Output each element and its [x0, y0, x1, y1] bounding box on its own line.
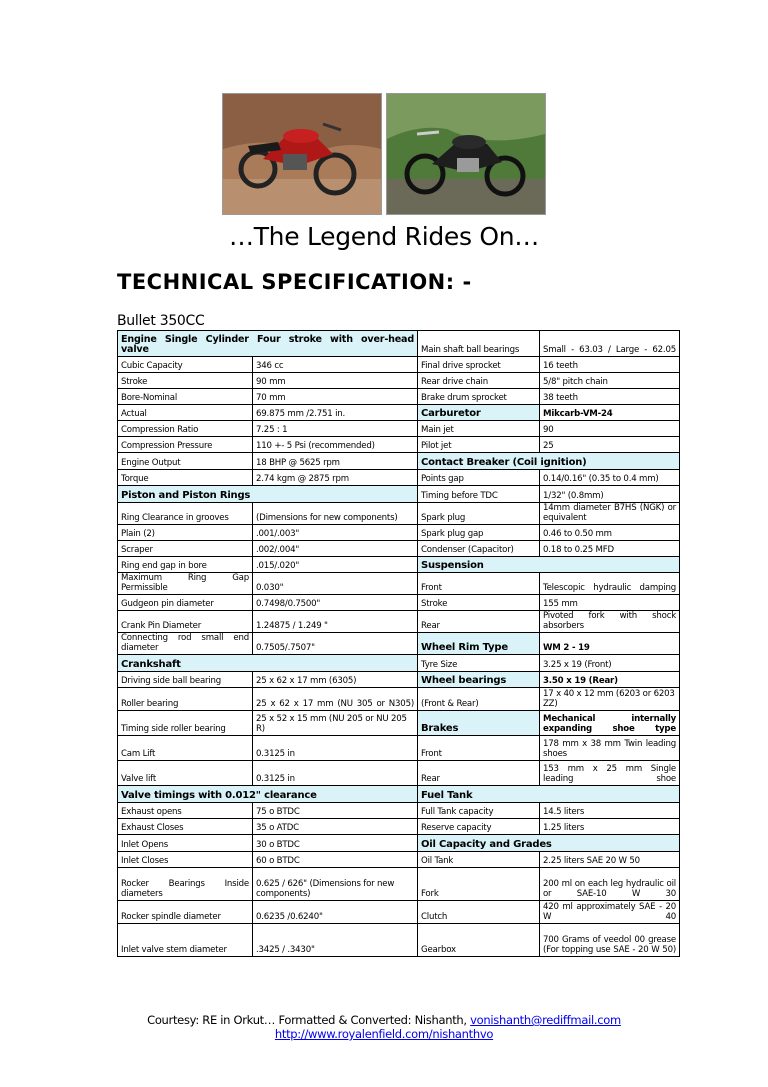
spec-label: Timing before TDC [418, 486, 540, 503]
spec-value: 18 BHP @ 5625 rpm [253, 453, 418, 470]
table-row [118, 486, 680, 503]
spec-label: Stroke [118, 373, 253, 389]
spec-value: 75 o BTDC [253, 803, 418, 819]
motorcycle-photo-red [222, 93, 382, 215]
tagline: …The Legend Rides On… [229, 222, 539, 251]
spec-value: Small - 63.03 / Large - 62.05 [540, 331, 680, 357]
page-title: TECHNICAL SPECIFICATION: - [117, 270, 472, 294]
courtesy-footer [0, 1013, 768, 1041]
table-row [118, 437, 680, 453]
spec-label: Ring Clearance in grooves [118, 503, 253, 525]
spec-label: (Front & Rear) [418, 688, 540, 711]
spec-label: Tyre Size [418, 655, 540, 672]
spec-label: Scraper [118, 541, 253, 557]
table-row [118, 835, 680, 852]
spec-value: 25 x 62 x 17 mm (6305) [253, 672, 418, 688]
spec-label: Bore-Nominal [118, 389, 253, 405]
spec-label: Fork [418, 868, 540, 901]
spec-value: 90 [540, 421, 680, 437]
spec-label: Rocker spindle diameter [118, 901, 253, 924]
spec-value: 153 mm x 25 mm Single leading shoe [540, 761, 680, 786]
table-row [118, 655, 680, 672]
table-row [118, 711, 680, 736]
spec-value: Mikcarb-VM-24 [540, 405, 680, 421]
model-name: Bullet 350CC [117, 313, 205, 329]
spec-label: Roller bearing [118, 688, 253, 711]
section-header-suspension: Suspension [418, 557, 680, 573]
table-row [118, 453, 680, 470]
spec-value: 0.6235 /0.6240" [253, 901, 418, 924]
section-header-valve-timings: Valve timings with 0.012" clearance [118, 786, 418, 803]
table-row [118, 901, 680, 924]
spec-label: Rocker Bearings Inside diameters [118, 868, 253, 901]
table-row [118, 470, 680, 486]
table-row [118, 803, 680, 819]
spec-label: Front [418, 736, 540, 761]
spec-value: 178 mm x 38 mm Twin leading shoes [540, 736, 680, 761]
spec-value: 155 mm [540, 595, 680, 611]
courtesy-text: Courtesy: RE in Orkut… Formatted & Converted: Nishanth, [147, 1013, 467, 1027]
section-header-engine: Engine Single Cylinder Four stroke with over-head valve [118, 331, 418, 357]
table-row [118, 924, 680, 957]
table-row [118, 852, 680, 868]
section-header-wheel-rim: Wheel Rim Type [418, 633, 540, 655]
spec-label: Valve lift [118, 761, 253, 786]
spec-value: .001/.003" [253, 525, 418, 541]
spec-label: Rear [418, 611, 540, 633]
spec-value: 14mm diameter B7HS (NGK) or equivalent [540, 503, 680, 525]
spec-table [117, 330, 680, 957]
email-link[interactable]: vonishanth@rediffmail.com [470, 1013, 621, 1027]
spec-value: 0.3125 in [253, 736, 418, 761]
spec-label: Engine Output [118, 453, 253, 470]
spec-label: Gearbox [418, 924, 540, 957]
spec-label: Main shaft ball bearings [418, 331, 540, 357]
spec-value: 30 o BTDC [253, 835, 418, 852]
spec-value: 3.25 x 19 (Front) [540, 655, 680, 672]
spec-label: Rear drive chain [418, 373, 540, 389]
table-row [118, 421, 680, 437]
spec-value: 1/32" (0.8mm) [540, 486, 680, 503]
spec-label: Front [418, 573, 540, 595]
section-header-contact-breaker: Contact Breaker (Coil ignition) [418, 453, 680, 470]
spec-value: 0.7498/0.7500" [253, 595, 418, 611]
table-row [118, 573, 680, 595]
table-row [118, 819, 680, 835]
website-link[interactable]: http://www.royalenfield.com/nishanthvo [274, 1027, 494, 1041]
spec-value: 35 o ATDC [253, 819, 418, 835]
spec-label: Maximum Ring Gap Permissible [118, 573, 253, 595]
spec-value: 3.50 x 19 (Rear) [540, 672, 680, 688]
spec-label: Connecting rod small end diameter [118, 633, 253, 655]
section-header-carburetor: Carburetor [418, 405, 540, 421]
table-row [118, 761, 680, 786]
spec-label: Cam Lift [118, 736, 253, 761]
spec-value: 200 ml on each leg hydraulic oil or SAE-10 W 30 [540, 868, 680, 901]
table-row [118, 595, 680, 611]
spec-value: 110 +- 5 Psi (recommended) [253, 437, 418, 453]
spec-value: 69.875 mm /2.751 in. [253, 405, 418, 421]
spec-value: 60 o BTDC [253, 852, 418, 868]
spec-value: 70 mm [253, 389, 418, 405]
spec-value: 25 x 52 x 15 mm (NU 205 or NU 205 R) [253, 711, 418, 736]
spec-label: Main jet [418, 421, 540, 437]
spec-value: 0.14/0.16" (0.35 to 0.4 mm) [540, 470, 680, 486]
spec-value: 25 [540, 437, 680, 453]
spec-value: 25 x 62 x 17 mm (NU 305 or N305) [253, 688, 418, 711]
spec-value: (Dimensions for new components) [253, 503, 418, 525]
spec-value: 0.3125 in [253, 761, 418, 786]
spec-value: 7.25 : 1 [253, 421, 418, 437]
spec-value: 5/8" pitch chain [540, 373, 680, 389]
spec-label: Crank Pin Diameter [118, 611, 253, 633]
spec-value: 1.25 liters [540, 819, 680, 835]
table-row [118, 525, 680, 541]
spec-value: 346 cc [253, 357, 418, 373]
spec-label: Rear [418, 761, 540, 786]
section-header-brakes: Brakes [418, 711, 540, 736]
table-row [118, 389, 680, 405]
spec-label: Gudgeon pin diameter [118, 595, 253, 611]
section-header-piston: Piston and Piston Rings [118, 486, 418, 503]
spec-value: 420 ml approximately SAE - 20 W 40 [540, 901, 680, 924]
table-row [118, 672, 680, 688]
spec-label: Cubic Capacity [118, 357, 253, 373]
spec-label: Reserve capacity [418, 819, 540, 835]
spec-value: 700 Grams of veedol 00 grease (For topping use SAE - 20 W 50) [540, 924, 680, 957]
spec-value: Pivoted fork with shock absorbers [540, 611, 680, 633]
table-row [118, 786, 680, 803]
table-row [118, 557, 680, 573]
spec-label: Spark plug gap [418, 525, 540, 541]
spec-label: Inlet Opens [118, 835, 253, 852]
spec-label: Stroke [418, 595, 540, 611]
spec-label: Points gap [418, 470, 540, 486]
section-header-wheel-bearings: Wheel bearings [418, 672, 540, 688]
spec-value: 38 teeth [540, 389, 680, 405]
table-row [118, 688, 680, 711]
spec-value: 2.74 kgm @ 2875 rpm [253, 470, 418, 486]
spec-label: Exhaust Closes [118, 819, 253, 835]
section-header-oil-capacity: Oil Capacity and Grades [418, 835, 680, 852]
spec-label: Condenser (Capacitor) [418, 541, 540, 557]
spec-label: Torque [118, 470, 253, 486]
table-row [118, 373, 680, 389]
spec-value: 2.25 liters SAE 20 W 50 [540, 852, 680, 868]
section-header-fuel-tank: Fuel Tank [418, 786, 680, 803]
spec-label: Timing side roller bearing [118, 711, 253, 736]
spec-label: Ring end gap in bore [118, 557, 253, 573]
spec-label: Brake drum sprocket [418, 389, 540, 405]
spec-value: 0.030" [253, 573, 418, 595]
spec-value: WM 2 - 19 [540, 633, 680, 655]
spec-label: Pilot jet [418, 437, 540, 453]
spec-label: Inlet Closes [118, 852, 253, 868]
spec-label: Actual [118, 405, 253, 421]
spec-label: Oil Tank [418, 852, 540, 868]
spec-value: 0.7505/.7507" [253, 633, 418, 655]
spec-value: Mechanical internally expanding shoe type [540, 711, 680, 736]
table-row [118, 868, 680, 901]
spec-value: Telescopic hydraulic damping [540, 573, 680, 595]
spec-label: Exhaust opens [118, 803, 253, 819]
table-row [118, 405, 680, 421]
spec-value: 14.5 liters [540, 803, 680, 819]
spec-label: Final drive sprocket [418, 357, 540, 373]
table-row [118, 633, 680, 655]
spec-value: 1.24875 / 1.249 " [253, 611, 418, 633]
spec-label: Spark plug [418, 503, 540, 525]
spec-value: 17 x 40 x 12 mm (6203 or 6203 ZZ) [540, 688, 680, 711]
table-row [118, 736, 680, 761]
spec-label: Inlet valve stem diameter [118, 924, 253, 957]
spec-label: Driving side ball bearing [118, 672, 253, 688]
spec-label: Compression Pressure [118, 437, 253, 453]
spec-value: .3425 / .3430" [253, 924, 418, 957]
spec-label: Full Tank capacity [418, 803, 540, 819]
spec-label: Compression Ratio [118, 421, 253, 437]
table-row [118, 541, 680, 557]
spec-value: 16 teeth [540, 357, 680, 373]
table-row [118, 611, 680, 633]
section-header-crankshaft: Crankshaft [118, 655, 418, 672]
spec-value: 0.18 to 0.25 MFD [540, 541, 680, 557]
spec-value: .015/.020" [253, 557, 418, 573]
spec-label: Clutch [418, 901, 540, 924]
spec-value: 90 mm [253, 373, 418, 389]
table-row [118, 357, 680, 373]
spec-value: .002/.004" [253, 541, 418, 557]
table-row [118, 331, 680, 357]
spec-value: 0.46 to 0.50 mm [540, 525, 680, 541]
motorcycle-photo-dark [386, 93, 546, 215]
spec-label: Plain (2) [118, 525, 253, 541]
table-row [118, 503, 680, 525]
spec-value: 0.625 / 626" (Dimensions for new components) [253, 868, 418, 901]
